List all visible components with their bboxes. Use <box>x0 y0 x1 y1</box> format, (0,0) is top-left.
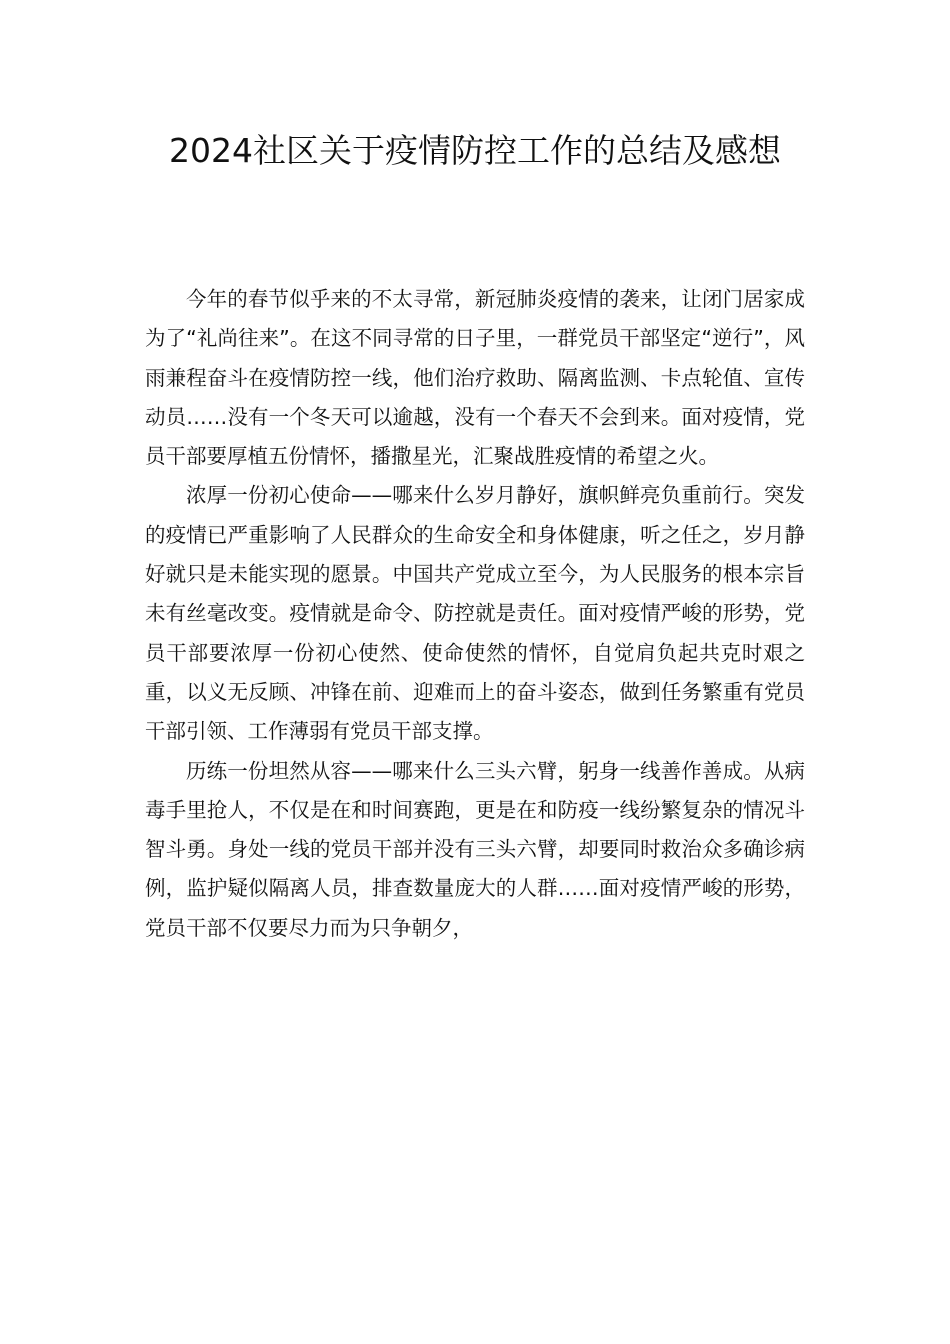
paragraph-3: 历练一份坦然从容——哪来什么三头六臂，躬身一线善作善成。从病毒手里抢人，不仅是在和时间赛跑，更是在和防疫一线纷繁复杂的情况斗智斗勇。身处一线的党员干部并没有三头六臂，却要同时救治众多确诊病例，监护疑似隔离人员，排查数量庞大的人群……面对疫情严峻的形势，党员干部不仅要尽力而为只争朝夕， <box>145 758 805 940</box>
paragraph-2: 浓厚一份初心使命——哪来什么岁月静好，旗帜鲜亮负重前行。突发的疫情已严重影响了人民群众的生命安全和身体健康，听之任之，岁月静好就只是未能实现的愿景。中国共产党成立至今，为人民服务的根本宗旨未有丝毫改变。疫情就是命令、防控就是责任。面对疫情严峻的形势，党员干部要浓厚一份初心使然、使命使然的情怀，自觉肩负起共克时艰之重，以义无反顾、冲锋在前、迎难而上的奋斗姿态，做到任务繁重有党员干部引领、工作薄弱有党员干部支撑。 <box>145 483 805 744</box>
paragraph-1: 今年的春节似乎来的不太寻常，新冠肺炎疫情的袭来，让闭门居家成为了“礼尚往来”。在这不同寻常的日子里，一群党员干部坚定“逆行”，风雨兼程奋斗在疫情防控一线，他们治疗救助、隔离监测、卡点轮值、宣传动员……没有一个冬天可以逾越，没有一个春天不会到来。面对疫情，党员干部要厚植五份情怀，播撒星光，汇聚战胜疫情的希望之火。 <box>145 287 805 469</box>
document-body <box>145 280 805 948</box>
document-title: 2024社区关于疫情防控工作的总结及感想 <box>169 131 781 170</box>
